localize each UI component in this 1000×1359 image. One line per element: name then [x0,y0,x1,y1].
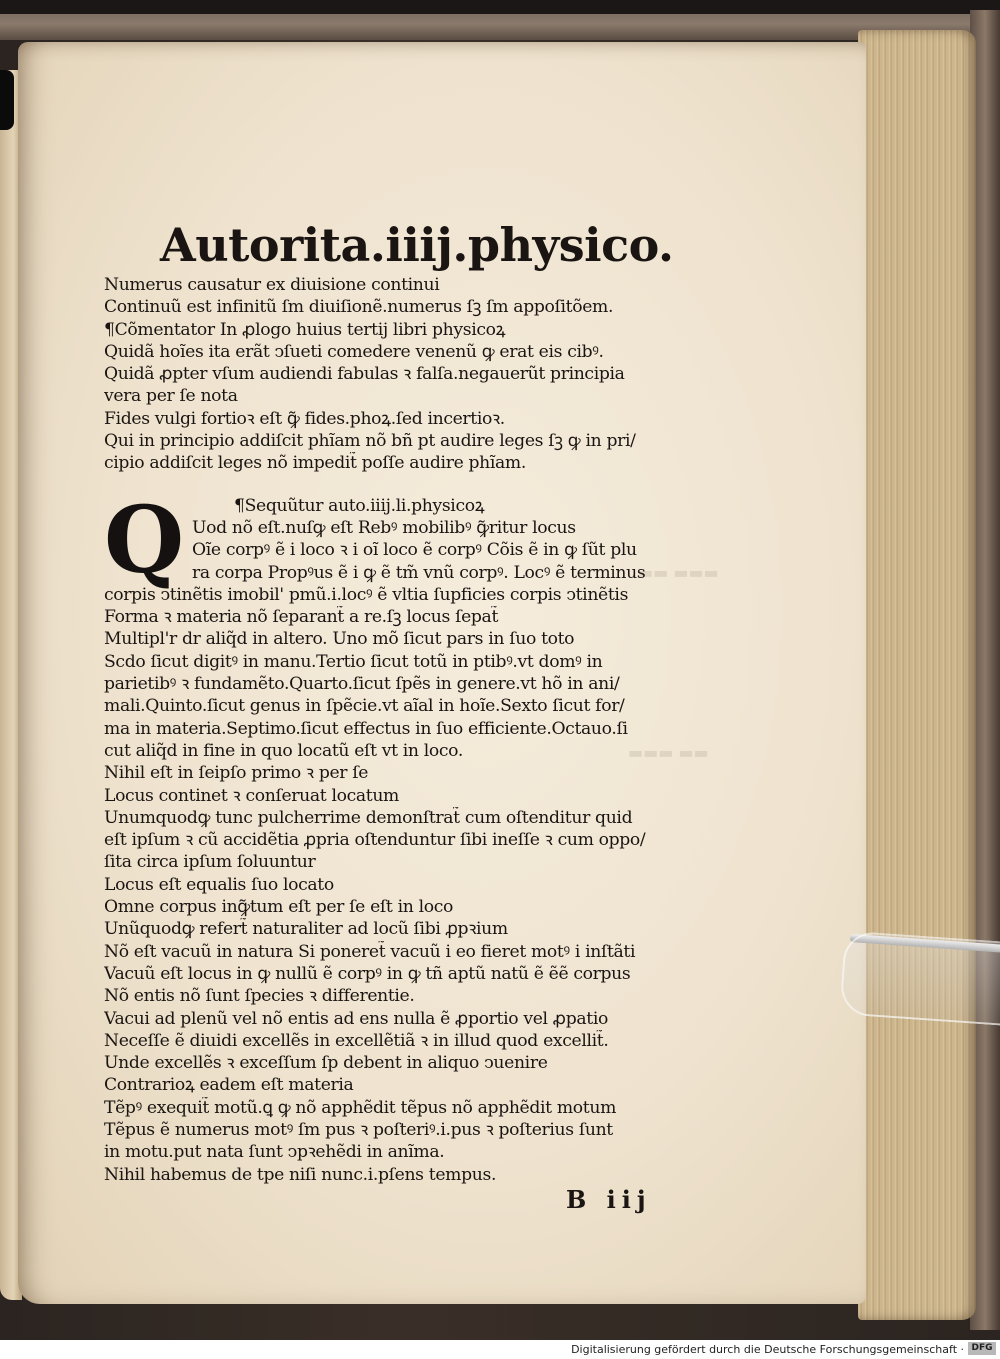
text-line: Nihil eſt in ſeipſo primo ꝛ per ſe [104,763,369,784]
text-line: Quidã ꝓpter vſum audiendi fabulas ꝛ falſa.negauerũt principia [104,364,625,385]
text-line: Unde excellẽs ꝛ exceſſum ſp debent in aliquo ↄuenire [104,1053,548,1074]
text-line: ſita circa ipſum ſoluuntur [104,852,316,873]
recto-page [18,42,866,1304]
top-text-block [104,274,684,475]
text-line: Locus eſt equalis ſuo locato [104,874,334,895]
text-line: Vacui ad plenũ vel nõ entis ad ens nulla ẽ ꝓportio vel ꝓpatio [104,1008,608,1029]
text-line: ra corpa Propꝰus ẽ i ꝙ ẽ tm̃ vnũ corpꝰ. Locꝰ ẽ terminus [192,562,646,583]
text-line: Oĩe corpꝰ ẽ i loco ꝛ i oĩ loco ẽ corpꝰ Cõis ẽ in ꝙ ſũt plu [192,540,637,561]
footer-bar [0,1340,1000,1359]
signature-mark: B iij [566,1185,652,1214]
text-line: parietibꝰ ꝛ fundamẽto.Quarto.ſicut ſpẽs in genere.vt hõ in ani/ [104,674,620,695]
text-line: Neceſſe ẽ diuidi excellẽs in excellẽtiã ꝛ in illud quod excellit̃. [104,1030,609,1051]
text-line: Vacuũ eſt locus in ꝙ nullũ ẽ corpꝰ in ꝙ tñ aptũ natũ ẽ ẽẽ corpus [104,963,631,984]
funding-credit: Digitalisierung gefördert durch die Deutsche Forschungsgemeinschaft · [571,1343,964,1356]
section-gap [104,475,684,495]
page-heading: Autorita.iiij.physico. [160,218,674,272]
text-line: Fides vulgi fortioꝛ eſt ꝙ̃ fides.phoꝝ.ſed incertioꝛ. [104,408,505,429]
text-line: corpis ↄtinẽtis imobil' pmũ.i.locꝰ ẽ vltia ſupficies corpis ↄtinẽtis [104,584,629,605]
text-line: Forma ꝛ materia nõ ſeparant̃ a re.ſꝫ locus ſepat̃ [104,607,499,628]
section-heading: ¶Sequũtur auto.iiij.li.physicoꝝ [234,495,485,516]
text-line: Unumquodꝙ tunc pulcherrime demonſtrat̃ cum oſtenditur quid [104,807,633,828]
bottom-text-block [104,584,684,1186]
text-line: mali.Quinto.ſicut genus in ſpẽcie.vt aĩal in hoĩe.Sexto ſicut for/ [104,696,625,717]
text-line: Qui in principio addiſcit phĩam nõ bñ pt audire leges ſꝫ ꝙ in pri/ [104,431,636,452]
text-line: cipio addiſcit leges nõ impedit̃ poſſe audire phĩam. [104,453,526,474]
bleed-through-text: ▬▬▬ ▬▬ [628,743,709,762]
page-edge-stack [858,30,976,1320]
text-line: cut aliq̃d in fine in quo locatũ eſt vt in loco. [104,740,463,761]
text-line: Uod nõ eſt.nuſꝙ eſt Rebꝰ mobilibꝰ ꝙ̃ritur locus [192,517,576,538]
text-line: in motu.put nata ſunt ↄpꝛehẽdi in anĩma. [104,1142,445,1163]
text-line: Tẽpꝰ exequit̃ motũ.ꝗ ꝙ nõ apphẽdit tẽpus nõ apphẽdit motum [104,1097,617,1118]
text-line: Numerus causatur ex diuisione continui [104,275,440,295]
decorated-initial: Q [104,485,185,594]
text-line: Nihil habemus de tpe niſi nunc.i.pſens tempus. [104,1164,497,1185]
page-text [104,216,684,1186]
binding-clip [0,70,14,130]
text-line: Contrarioꝝ eadem eſt materia [104,1075,354,1096]
text-line: Quidã hoĩes ita erãt ↄſueti comedere venenũ ꝙ erat eis cibꝰ. [104,341,604,362]
text-line: vera per ſe nota [104,386,238,407]
scan-top-edge [0,0,1000,14]
page-weight-clip [839,930,1000,1025]
text-line: Continuũ est infinitũ ſm diuiſionẽ.numerus ſꝫ ſm appoſitõem. [104,297,614,318]
text-line: Multipl'r dr aliq̃d in altero. Uno mõ ſicut pars in ſuo toto [104,629,575,650]
text-line: Omne corpus inꝙ̃tum eſt per ſe eſt in loco [104,897,454,918]
text-line: ¶Cõmentator In ꝓlogo huius tertij libri physicoꝝ [104,319,506,340]
text-line: Nõ eſt vacuũ in natura Si poneret̃ vacuũ i eo fieret motꝰ i inſtãti [104,941,636,962]
initial-section [104,485,684,594]
text-line: eſt ipſum ꝛ cũ accidẽtia ꝓpria oſtenduntur ſibi ineſſe ꝛ cum oppo/ [104,830,646,851]
text-line: Locus continet ꝛ conſeruat locatum [104,785,399,806]
dfg-logo: DFG [968,1342,996,1355]
text-line: Tẽpus ẽ numerus motꝰ ſm pus ꝛ poſteriꝰ.i.pus ꝛ poſterius ſunt [104,1119,613,1140]
text-line: Nõ entis nõ ſunt ſpecies ꝛ differentie. [104,986,415,1007]
text-line: ma in materia.Septimo.ſicut effectus in ſuo efficiente.Octauo.ſi [104,718,628,739]
text-line: Unũquodꝙ refert̃ naturaliter ad locũ ſibi ꝓpꝛium [104,919,508,940]
text-line: Scdo ſicut digitꝰ in manu.Tertio ſicut totũ in ptibꝰ.vt domꝰ in [104,651,603,672]
bleed-through-text: ▬▬ ▬▬▬ [638,563,719,582]
